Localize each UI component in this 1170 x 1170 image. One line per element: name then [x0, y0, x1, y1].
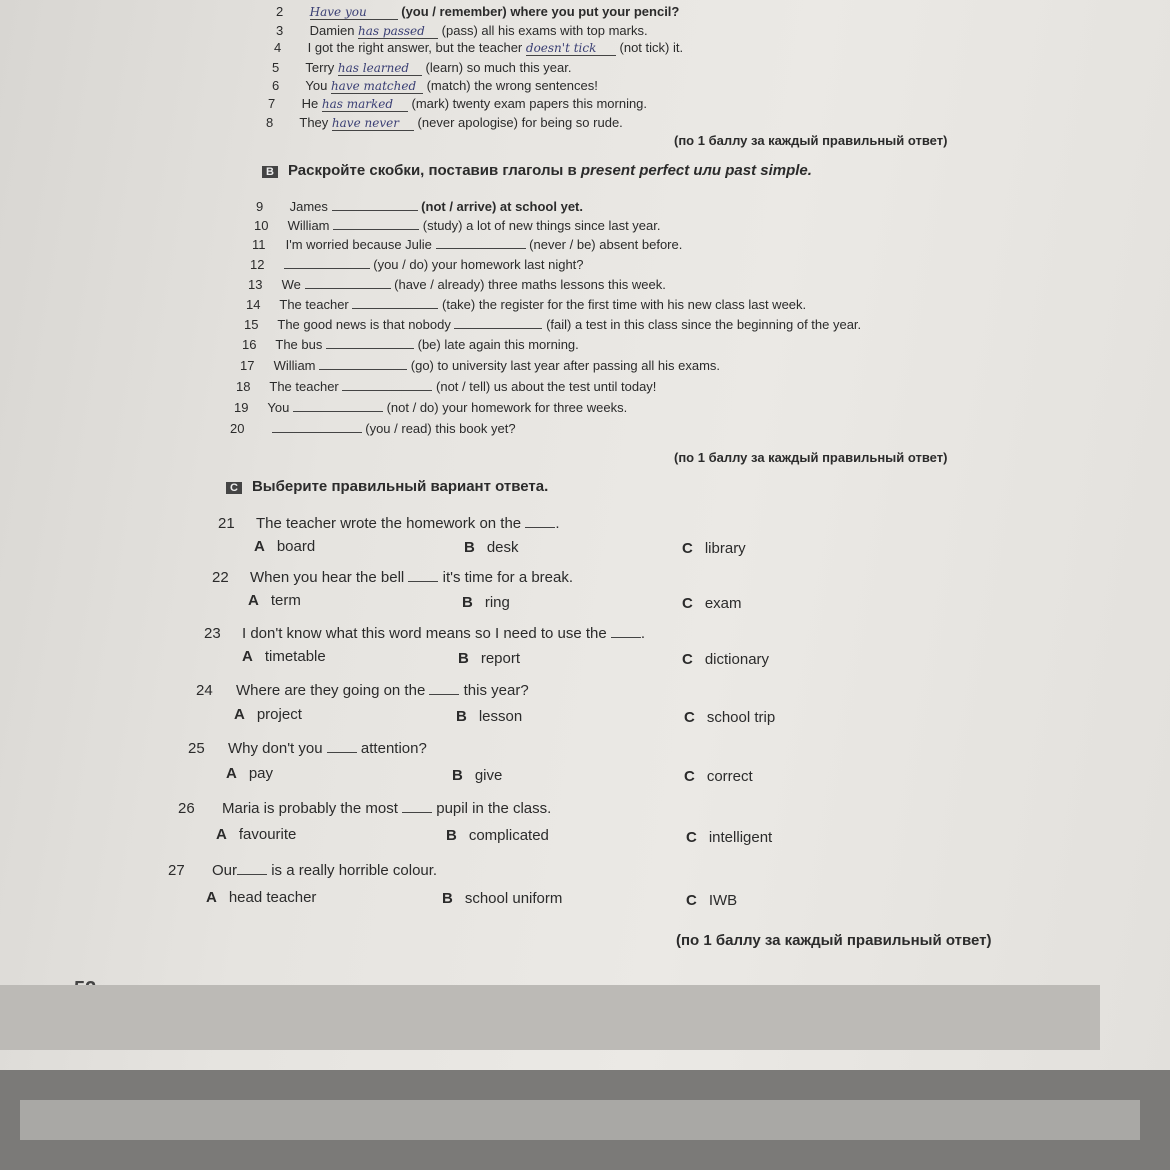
section-b-letter: B — [262, 166, 278, 178]
option-27-b[interactable]: B school uniform — [442, 890, 563, 907]
handwritten-answer: has learned — [338, 61, 422, 76]
score-note-a: (по 1 баллу за каждый правильный ответ) — [674, 133, 948, 148]
option-23-a[interactable]: A timetable — [242, 648, 326, 665]
option-22-a[interactable]: A term — [248, 592, 301, 609]
option-21-c[interactable]: C library — [682, 540, 746, 557]
option-27-c[interactable]: C IWB — [686, 892, 738, 909]
option-21-b[interactable]: B desk — [464, 539, 519, 556]
exercise-b-item-15: 15 The good news is that nobody (fail) a test in this class since the beginning of the year. — [244, 317, 862, 332]
option-23-c[interactable]: C dictionary — [682, 651, 770, 668]
section-c-heading: C Выберите правильный вариант ответа. — [226, 478, 548, 495]
answer-blank[interactable] — [429, 682, 459, 695]
question-21: 21 The teacher wrote the homework on the . — [218, 515, 560, 532]
handwritten-answer: has passed — [358, 24, 438, 39]
answer-blank[interactable] — [327, 740, 357, 753]
handwritten-answer: doesn't tick — [526, 41, 616, 56]
answer-blank[interactable] — [342, 378, 432, 391]
answer-blank[interactable] — [319, 357, 407, 370]
exercise-a-item-8: 8 They have never (never apologise) for being so rude. — [266, 115, 623, 130]
handwritten-answer: have matched — [331, 79, 423, 94]
answer-blank[interactable] — [332, 198, 418, 211]
option-24-c[interactable]: C school trip — [684, 709, 776, 726]
option-26-a[interactable]: A favourite — [216, 826, 297, 843]
exercise-b-item-11: 11 I'm worried because Julie (never / be) absent before. — [252, 237, 683, 252]
question-26: 26 Maria is probably the most pupil in the class. — [178, 800, 552, 817]
handwritten-answer: Have you — [310, 5, 398, 20]
answer-blank[interactable] — [402, 800, 432, 813]
option-21-a[interactable]: A board — [254, 538, 316, 555]
handwritten-answer: has marked — [322, 97, 408, 112]
question-27: 27 Our is a really horrible colour. — [168, 862, 438, 879]
exercise-b-item-10: 10 William (study) a lot of new things since last year. — [254, 218, 661, 233]
option-27-a[interactable]: A head teacher — [206, 889, 317, 906]
question-22: 22 When you hear the bell it's time for a break. — [212, 569, 574, 586]
exercise-b-item-20: 20 (you / read) this book yet? — [230, 421, 516, 436]
exercise-b-item-9: 9 James (not / arrive) at school yet. — [256, 199, 583, 214]
exercise-a-item-7: 7 He has marked (mark) twenty exam papers this morning. — [268, 96, 648, 111]
answer-blank[interactable] — [408, 569, 438, 582]
option-25-a[interactable]: A pay — [226, 765, 274, 782]
answer-blank[interactable] — [352, 296, 438, 309]
question-25: 25 Why don't you attention? — [188, 740, 427, 757]
exercise-a-item-4: 4 I got the right answer, but the teacher doesn't tick (not tick) it. — [274, 40, 684, 55]
table-edge — [20, 1100, 1140, 1140]
answer-blank[interactable] — [326, 336, 414, 349]
exercise-a-item-2: 2 Have you (you / remember) where you put your pencil? — [276, 4, 680, 19]
answer-blank[interactable] — [611, 625, 641, 638]
option-25-c[interactable]: C correct — [684, 768, 753, 785]
option-24-a[interactable]: A project — [234, 706, 302, 723]
answer-blank[interactable] — [284, 256, 370, 269]
page-shadow-band — [0, 985, 1100, 1050]
section-b-heading: B Раскройте скобки, поставив глаголы в present perfect или past simple. — [262, 162, 812, 179]
exercise-a-item-6: 6 You have matched (match) the wrong sentences! — [272, 78, 598, 93]
option-25-b[interactable]: B give — [452, 767, 503, 784]
exercise-b-item-18: 18 The teacher (not / tell) us about the test until today! — [236, 379, 657, 394]
answer-blank[interactable] — [454, 316, 542, 329]
exercise-b-item-16: 16 The bus (be) late again this morning. — [242, 337, 579, 352]
option-24-b[interactable]: B lesson — [456, 708, 523, 725]
question-23: 23 I don't know what this word means so I need to use the . — [204, 625, 646, 642]
exercise-b-item-19: 19 You (not / do) your homework for three weeks. — [234, 400, 628, 415]
answer-blank[interactable] — [525, 515, 555, 528]
exercise-b-item-17: 17 William (go) to university last year after passing all his exams. — [240, 358, 721, 373]
handwritten-answer: have never — [332, 116, 414, 131]
answer-blank[interactable] — [293, 399, 383, 412]
exercise-a-item-5: 5 Terry has learned (learn) so much this year. — [272, 60, 572, 75]
score-note-b: (по 1 баллу за каждый правильный ответ) — [674, 450, 948, 465]
answer-blank[interactable] — [237, 862, 267, 875]
option-26-b[interactable]: B complicated — [446, 827, 549, 844]
option-22-c[interactable]: C exam — [682, 595, 742, 612]
option-23-b[interactable]: B report — [458, 650, 521, 667]
answer-blank[interactable] — [333, 217, 419, 230]
option-22-b[interactable]: B ring — [462, 594, 510, 611]
question-24: 24 Where are they going on the this year? — [196, 682, 529, 699]
exercise-b-item-12: 12 (you / do) your homework last night? — [250, 257, 584, 272]
section-c-letter: C — [226, 482, 242, 494]
answer-blank[interactable] — [272, 420, 362, 433]
score-note-c: (по 1 баллу за каждый правильный ответ) — [676, 932, 992, 949]
exercise-b-item-14: 14 The teacher (take) the register for the first time with his new class last week. — [246, 297, 807, 312]
exercise-a-item-3: 3 Damien has passed (pass) all his exams with top marks. — [276, 23, 648, 38]
exercise-b-item-13: 13 We (have / already) three maths lessons this week. — [248, 277, 666, 292]
answer-blank[interactable] — [305, 276, 391, 289]
answer-blank[interactable] — [436, 236, 526, 249]
option-26-c[interactable]: C intelligent — [686, 829, 773, 846]
